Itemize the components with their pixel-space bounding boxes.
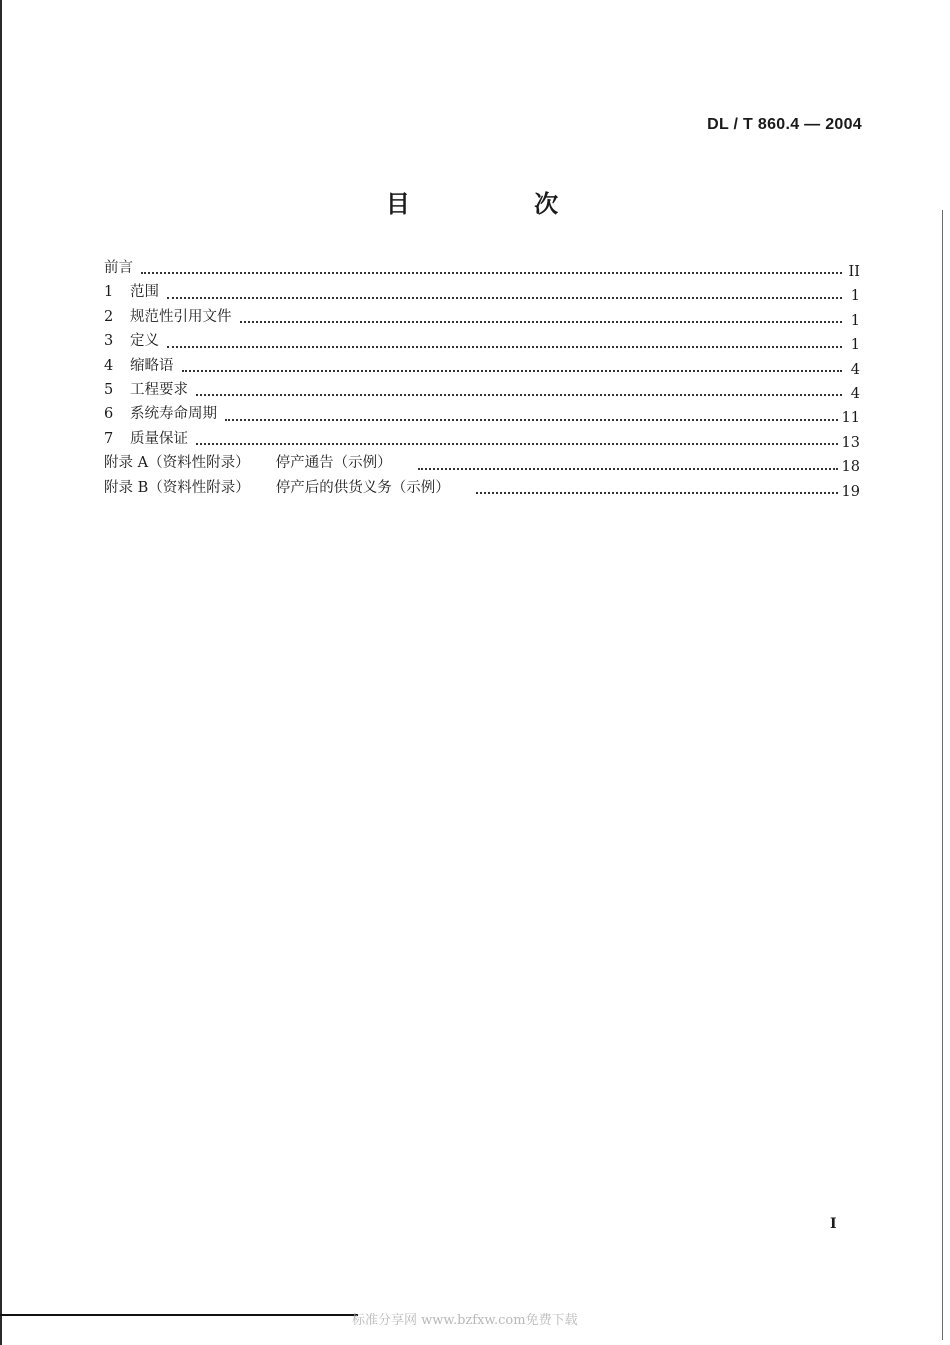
toc-entry-annex-b[interactable] bbox=[104, 476, 860, 500]
toc-entry-label: 规范性引用文件 bbox=[130, 308, 232, 325]
toc-entry-page: II bbox=[848, 264, 860, 280]
toc-entry-page: 18 bbox=[841, 459, 860, 476]
toc-list bbox=[104, 256, 860, 500]
toc-dot-leader bbox=[141, 272, 842, 274]
toc-entry-number: 5 bbox=[104, 381, 114, 398]
toc-entry-page: 1 bbox=[850, 337, 860, 354]
toc-entry-normative-references[interactable] bbox=[104, 305, 860, 329]
toc-entry-page: 19 bbox=[841, 483, 860, 500]
toc-entry-label: 前言 bbox=[104, 260, 133, 276]
toc-entry-label: 质量保证 bbox=[130, 430, 188, 447]
toc-entry-quality-assurance[interactable] bbox=[104, 427, 860, 451]
toc-dot-leader bbox=[196, 394, 842, 396]
toc-entry-label: 缩略语 bbox=[130, 357, 174, 374]
toc-entry-scope[interactable] bbox=[104, 280, 860, 304]
toc-entry-subtitle: 停产后的供货义务（示例） bbox=[275, 479, 450, 496]
toc-entry-label: 系统寿命周期 bbox=[130, 406, 217, 423]
toc-dot-leader bbox=[476, 492, 838, 494]
toc-entry-label: 范围 bbox=[130, 284, 159, 301]
toc-entry-label: 附录 A（资料性附录） bbox=[104, 455, 250, 472]
page-number: I bbox=[830, 1216, 837, 1232]
toc-entry-page: 13 bbox=[841, 434, 860, 451]
toc-entry-definitions[interactable] bbox=[104, 329, 860, 353]
toc-entry-label: 定义 bbox=[130, 333, 159, 350]
toc-entry-number: 6 bbox=[104, 406, 114, 423]
toc-entry-engineering-requirements[interactable] bbox=[104, 378, 860, 402]
scan-edge-right bbox=[942, 210, 943, 1340]
toc-entry-page: 1 bbox=[850, 288, 860, 305]
toc-dot-leader bbox=[225, 419, 838, 421]
toc-entry-abbreviations[interactable] bbox=[104, 354, 860, 378]
toc-dot-leader bbox=[196, 443, 838, 445]
toc-entry-subtitle: 停产通告（示例） bbox=[275, 455, 392, 472]
toc-dot-leader bbox=[240, 321, 843, 323]
toc-entry-number: 7 bbox=[104, 430, 114, 447]
toc-entry-label: 附录 B（资料性附录） bbox=[104, 479, 250, 496]
toc-entry-system-life-cycle[interactable] bbox=[104, 402, 860, 426]
toc-entry-number: 4 bbox=[104, 357, 114, 374]
toc-dot-leader bbox=[167, 346, 842, 348]
toc-entry-number: 3 bbox=[104, 333, 114, 350]
toc-dot-leader bbox=[167, 297, 842, 299]
watermark-text: 标准分享网 www.bzfxw.com免费下载 bbox=[352, 1313, 578, 1328]
toc-title: 目 次 bbox=[385, 190, 617, 218]
toc-entry-label: 工程要求 bbox=[130, 381, 188, 398]
toc-dot-leader bbox=[182, 370, 843, 372]
toc-entry-foreword[interactable] bbox=[104, 256, 860, 280]
toc-entry-page: 11 bbox=[841, 410, 860, 427]
toc-entry-number: 2 bbox=[104, 308, 114, 325]
standard-number: DL / T 860.4 — 2004 bbox=[707, 116, 862, 133]
toc-entry-page: 4 bbox=[850, 361, 860, 378]
bottom-rule bbox=[0, 1314, 358, 1316]
toc-entry-page: 1 bbox=[850, 312, 860, 329]
toc-entry-page: 4 bbox=[850, 385, 860, 402]
toc-dot-leader bbox=[418, 468, 838, 470]
toc-entry-annex-a[interactable] bbox=[104, 451, 860, 475]
toc-entry-number: 1 bbox=[104, 284, 114, 301]
